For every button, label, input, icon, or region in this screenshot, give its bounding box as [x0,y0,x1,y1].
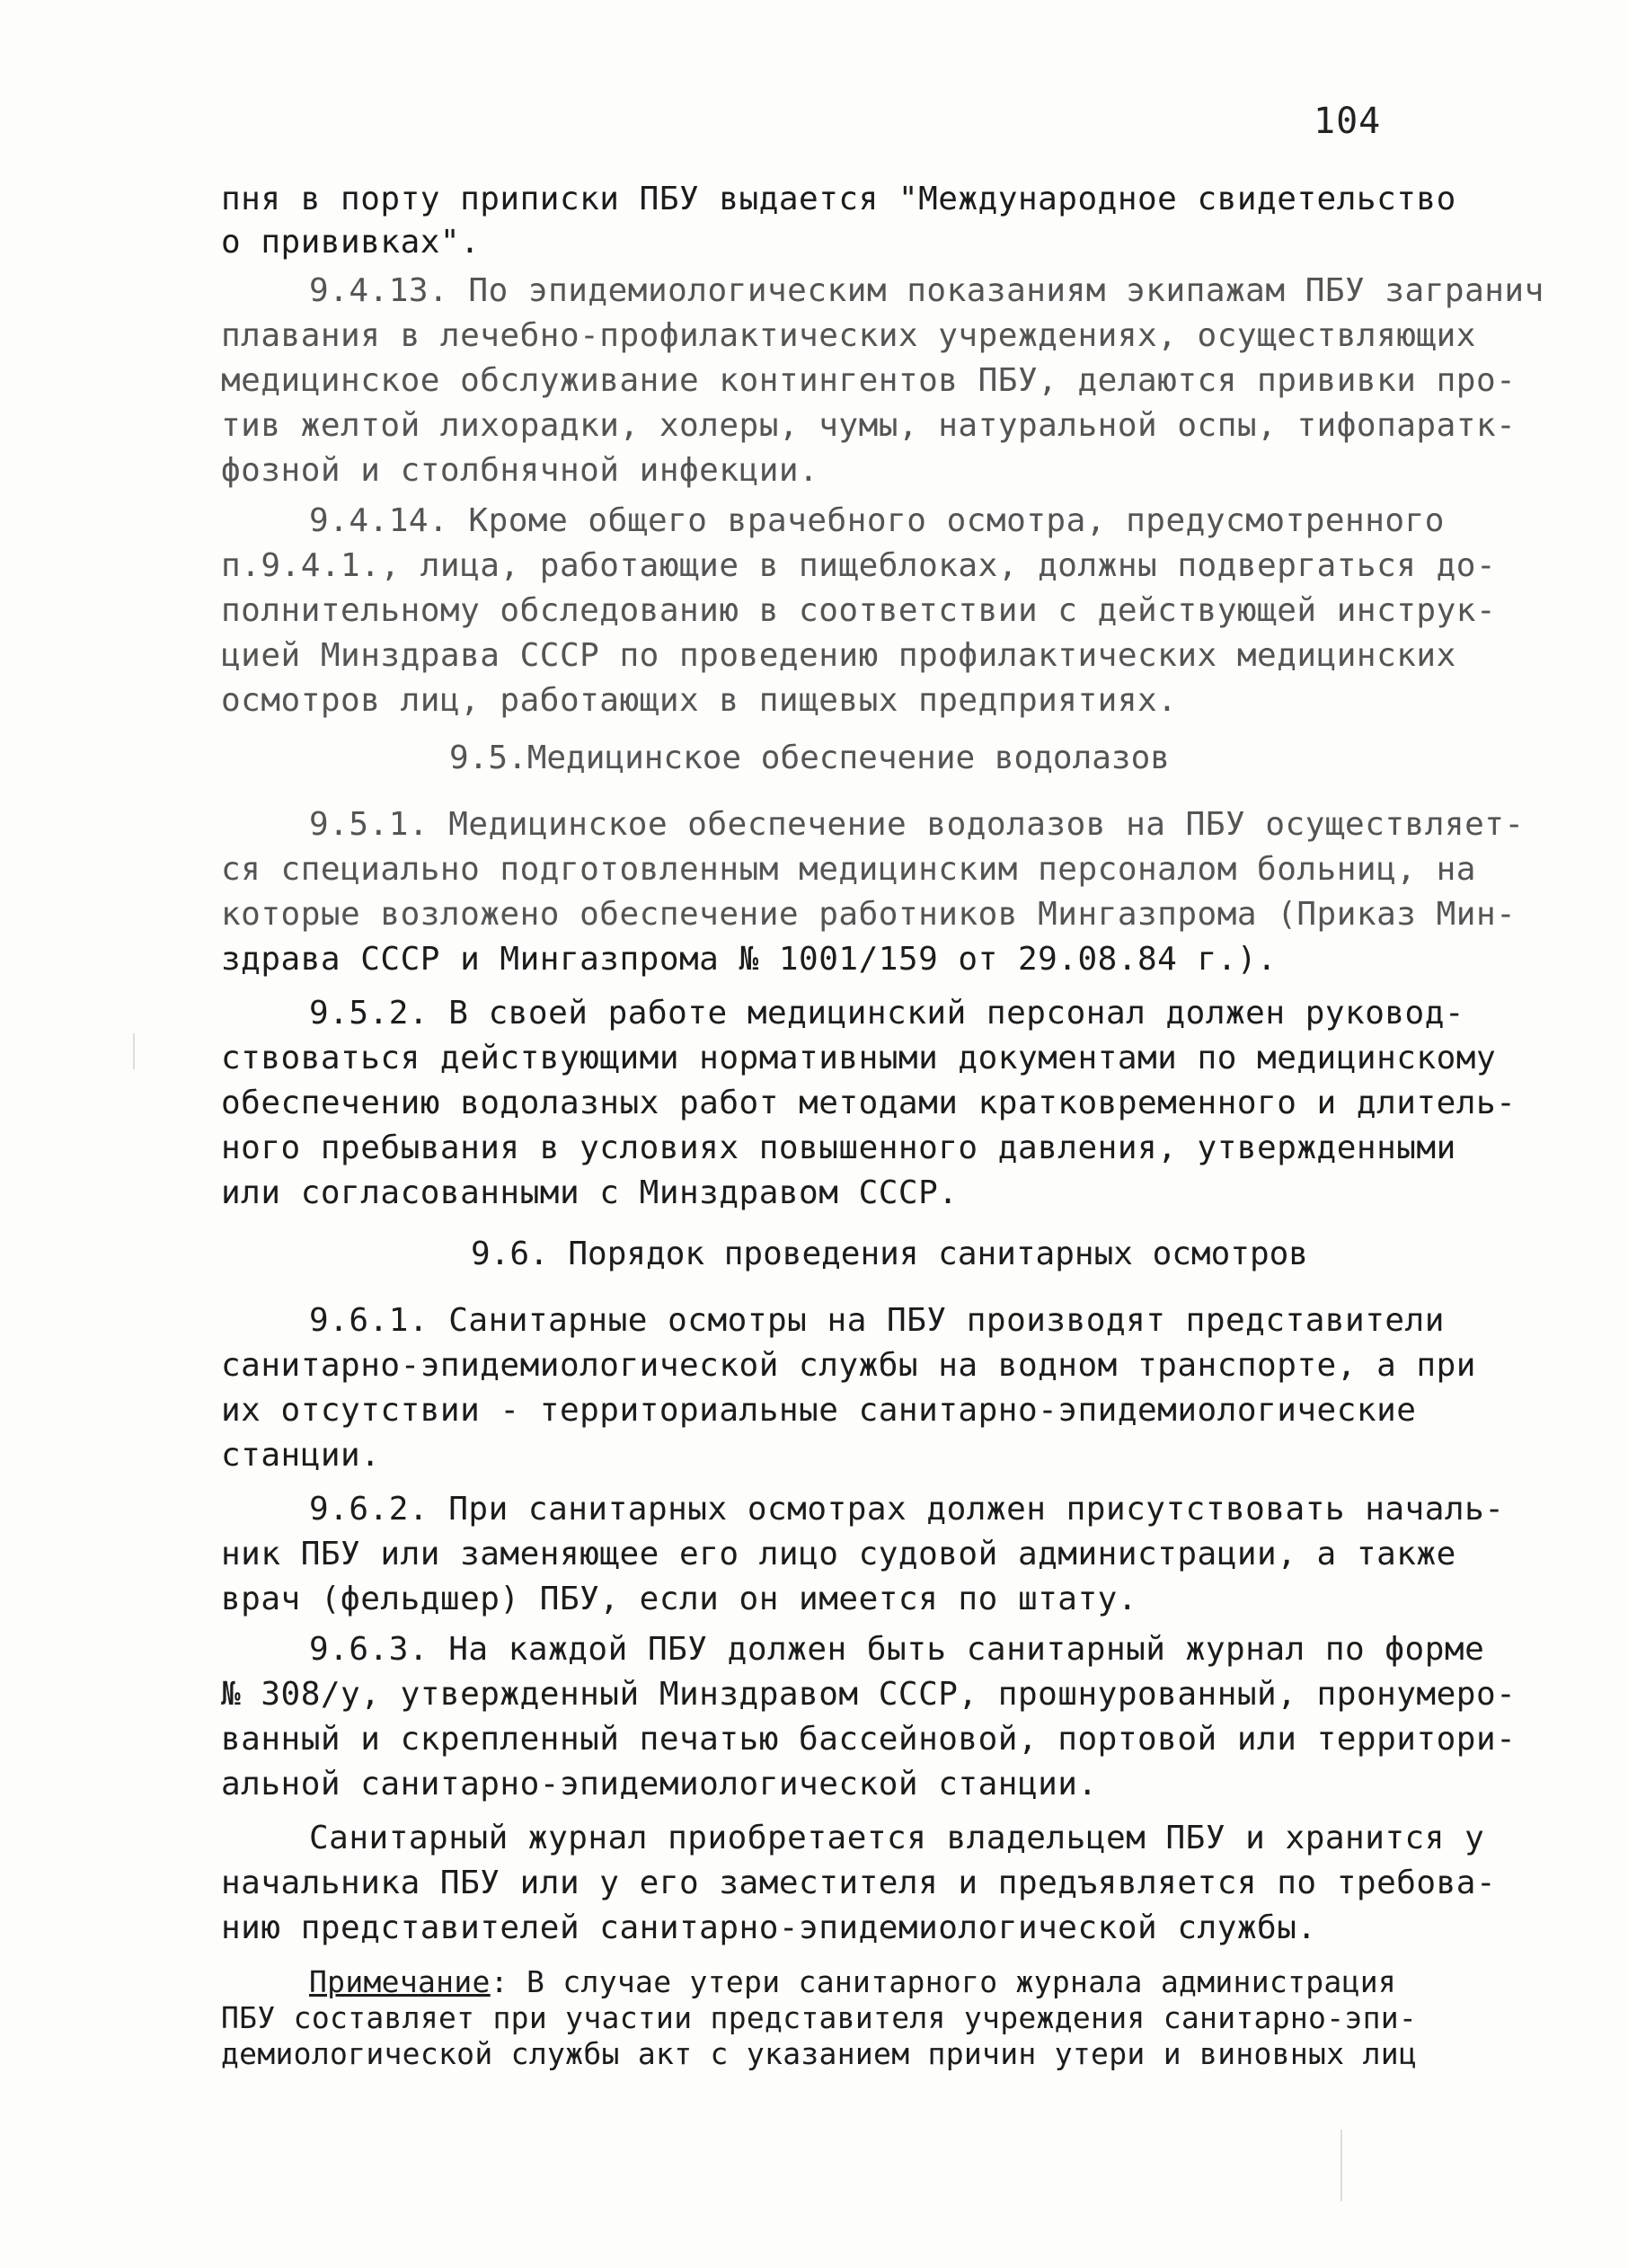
text-line: санитарно-эпидемиологической службы на водном транспорте, а при [221,1347,1476,1384]
page-number: 104 [1314,101,1382,142]
text-line: цией Минздрава СССР по проведению профилактических медицинских [221,637,1456,674]
text-line: их отсутствии - территориальные санитарно-эпидемиологические [221,1392,1417,1429]
text-line: 9.4.14. Кроме общего врачебного осмотра, предусмотренного [309,502,1445,539]
note-label: Примечание [309,1964,491,1999]
text-line: № 308/у, утвержденный Минздравом СССР, прошнурованный, пронумеро- [221,1676,1517,1713]
section-heading: 9.5.Медицинское обеспечение водолазов [449,740,1170,776]
text-line: медицинское обслуживание контингентов ПБУ, делаются прививки про- [221,362,1517,399]
text-line: ник ПБУ или заменяющее его лицо судовой администрации, а также [221,1536,1456,1573]
text-line: ванный и скрепленный печатью бассейновой, портовой или территори- [221,1721,1517,1758]
text-line: нию представителей санитарно-эпидемиологической службы. [221,1909,1317,1946]
text-line: начальника ПБУ или у его заместителя и предъявляется по требова- [221,1865,1497,1901]
note-line: ПБУ составляет при участии представителя учреждения санитарно-эпи- [221,2000,1418,2035]
text-line: 9.5.2. В своей работе медицинский персонал должен руковод- [309,995,1465,1032]
scan-margin-mark [1340,2130,1342,2202]
text-line: здрава СССР и Мингазпрома № 1001/159 от 29.08.84 г.). [221,941,1278,978]
note-line: демиологической службы акт с указанием причин утери и виновных лиц [221,2036,1418,2071]
text-line: пня в порту приписки ПБУ выдается "Международное свидетельство [221,181,1456,217]
text-line: ся специально подготовленным медицинским персоналом больниц, на [221,851,1476,888]
text-line: полнительному обследованию в соответствии с действующей инструк- [221,592,1497,629]
text-line: 9.5.1. Медицинское обеспечение водолазов на ПБУ осуществляет- [309,806,1525,843]
text-line: п.9.4.1., лица, работающие в пищеблоках, должны подвергаться до- [221,547,1497,584]
text-line: 9.6.3. На каждой ПБУ должен быть санитарный журнал по форме [309,1631,1485,1668]
text-line: или согласованными с Минздравом СССР. [221,1174,959,1211]
note-text: : В случае утери санитарного журнала администрация [490,1964,1397,1999]
text-line: ствоваться действующими нормативными документами по медицинскому [221,1040,1497,1076]
text-line: альной санитарно-эпидемиологической станции. [221,1766,1098,1803]
scan-margin-mark [133,1033,135,1069]
text-line: плавания в лечебно-профилактических учреждениях, осуществляющих [221,317,1476,354]
text-line: о прививках". [221,224,481,261]
text-line: обеспечению водолазных работ методами кратковременного и длитель- [221,1085,1517,1121]
text-line: осмотров лиц, работающих в пищевых предприятиях. [221,682,1178,719]
text-line: 9.6.2. При санитарных осмотрах должен присутствовать началь- [309,1491,1505,1528]
text-line: станции. [221,1437,381,1474]
note-first-line [309,1964,1396,2000]
text-line: тив желтой лихорадки, холеры, чумы, натуральной оспы, тифопаратк- [221,407,1517,444]
text-line: которые возложено обеспечение работников Мингазпрома (Приказ Мин- [221,896,1517,933]
section-heading: 9.6. Порядок проведения санитарных осмотров [471,1236,1308,1272]
text-line: 9.4.13. По эпидемиологическим показаниям экипажам ПБУ загранич [309,272,1544,309]
text-line: Санитарный журнал приобретается владельцем ПБУ и хранится у [309,1820,1485,1856]
text-line: врач (фельдшер) ПБУ, если он имеется по штату. [221,1581,1137,1617]
text-line: 9.6.1. Санитарные осмотры на ПБУ производят представители [309,1302,1445,1339]
text-line: ного пребывания в условиях повышенного давления, утвержденными [221,1130,1456,1166]
text-line: фозной и столбнячной инфекции. [221,452,819,489]
